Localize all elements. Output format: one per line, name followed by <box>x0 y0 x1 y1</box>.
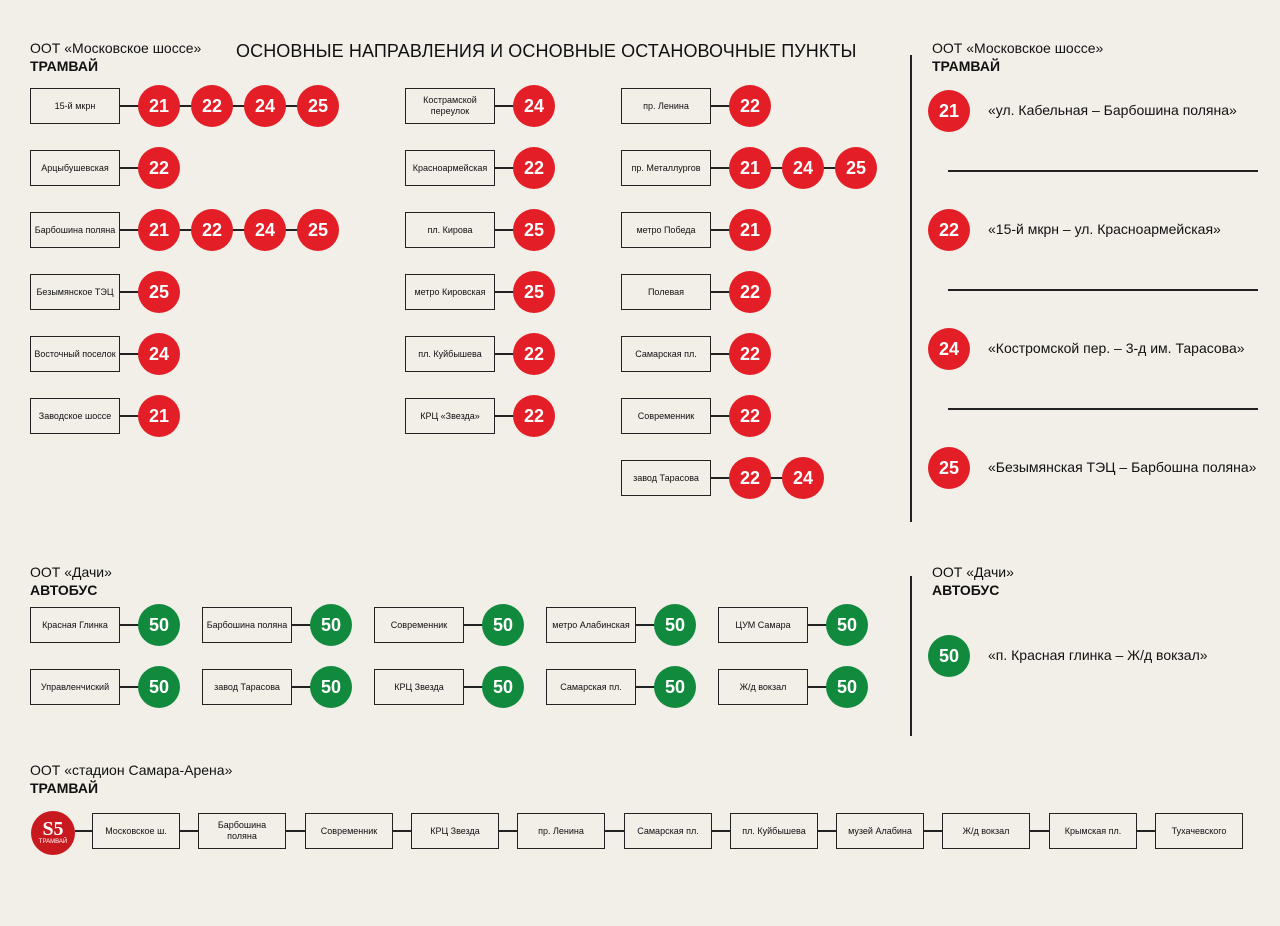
legend-route-badge: 22 <box>928 209 970 251</box>
bus-stop-box: Современник <box>374 607 464 643</box>
legend-route-desc: «Костромской пер. – 3-д им. Тарасова» <box>988 340 1245 356</box>
bus-route-badge[interactable]: 50 <box>654 604 696 646</box>
tram-route-badge[interactable]: 22 <box>729 457 771 499</box>
legend-separator <box>948 289 1258 291</box>
tram-route-badge[interactable]: 21 <box>138 85 180 127</box>
stop-box: Красноармейская <box>405 150 495 186</box>
tram-route-badge[interactable]: 24 <box>244 85 286 127</box>
stop-box: Арцыбушевская <box>30 150 120 186</box>
tram-route-badge[interactable]: 21 <box>138 395 180 437</box>
stop-box: Заводское шоссе <box>30 398 120 434</box>
tram-section-stop: ООТ «Московское шоссе» <box>30 40 202 56</box>
tram-route-badge[interactable]: 22 <box>729 271 771 313</box>
bus-route-badge[interactable]: 50 <box>654 666 696 708</box>
stop-box: 15-й мкрн <box>30 88 120 124</box>
legend-route-desc: «Безымянская ТЭЦ – Барбошна поляна» <box>988 459 1257 475</box>
tram-route-badge[interactable]: 22 <box>191 209 233 251</box>
bus-stop-box: Барбошина поляна <box>202 607 292 643</box>
stop-box: Барбошина поляна <box>30 212 120 248</box>
tram-route-badge[interactable]: 22 <box>513 395 555 437</box>
arena-stop-box: Московское ш. <box>92 813 180 849</box>
tram-route-badge[interactable]: 25 <box>138 271 180 313</box>
arena-stop-box: Современник <box>305 813 393 849</box>
arena-stop-box: Крымская пл. <box>1049 813 1137 849</box>
tram-route-badge[interactable]: 22 <box>138 147 180 189</box>
stop-box: пр. Металлургов <box>621 150 711 186</box>
bus-route-badge[interactable]: 50 <box>138 666 180 708</box>
tram-route-badge[interactable]: 24 <box>782 457 824 499</box>
legend-route-desc: «ул. Кабельная – Барбошина поляна» <box>988 102 1237 118</box>
route-connector <box>808 686 828 688</box>
main-title: ОСНОВНЫЕ НАПРАВЛЕНИЯ И ОСНОВНЫЕ ОСТАНОВОЧНЫЕ ПУНКТЫ <box>236 41 857 61</box>
stop-box: КРЦ «Звезда» <box>405 398 495 434</box>
route-connector <box>636 686 656 688</box>
stop-box: Безымянское ТЭЦ <box>30 274 120 310</box>
tram-route-badge[interactable]: 22 <box>729 333 771 375</box>
legend-separator <box>948 408 1258 410</box>
bus-route-badge[interactable]: 50 <box>482 604 524 646</box>
tram-route-badge[interactable]: 25 <box>297 209 339 251</box>
arena-stop-box: Барбошина поляна <box>198 813 286 849</box>
route-connector <box>636 624 656 626</box>
arena-stop-box: пр. Ленина <box>517 813 605 849</box>
stop-box: завод Тарасова <box>621 460 711 496</box>
tram-route-badge[interactable]: 22 <box>513 333 555 375</box>
divider-bottom <box>910 576 912 736</box>
tram-route-badge[interactable]: 24 <box>138 333 180 375</box>
legend-route-badge: 21 <box>928 90 970 132</box>
s5-tram-logo <box>31 811 75 855</box>
legend-route-badge: 50 <box>928 635 970 677</box>
s5-logo-text: ТРАМВАЙ <box>38 839 68 845</box>
tram-route-badge[interactable]: 24 <box>513 85 555 127</box>
legend-route-badge: 24 <box>928 328 970 370</box>
stop-box: пр. Ленина <box>621 88 711 124</box>
tram-route-badge[interactable]: 21 <box>729 209 771 251</box>
bus-stop-box: КРЦ Звезда <box>374 669 464 705</box>
tram-legend-mode: ТРАМВАЙ <box>932 58 1001 74</box>
arena-section-mode: ТРАМВАЙ <box>30 780 99 796</box>
bus-stop-box: Ж/д вокзал <box>718 669 808 705</box>
bus-stop-box: Самарская пл. <box>546 669 636 705</box>
legend-route-desc: «п. Красная глинка – Ж/д вокзал» <box>988 647 1208 663</box>
legend-route-badge: 25 <box>928 447 970 489</box>
stop-box: Полевая <box>621 274 711 310</box>
stop-box: Самарская пл. <box>621 336 711 372</box>
tram-route-badge[interactable]: 25 <box>513 271 555 313</box>
s5-logo-number: S5 <box>42 818 64 840</box>
bus-legend-stop: ООТ «Дачи» <box>932 564 1014 580</box>
tram-route-badge[interactable]: 25 <box>513 209 555 251</box>
stop-box: метро Кировская <box>405 274 495 310</box>
arena-stop-box: Ж/д вокзал <box>942 813 1030 849</box>
stop-box: пл. Куйбышева <box>405 336 495 372</box>
bus-stop-box: завод Тарасова <box>202 669 292 705</box>
tram-legend-stop: ООТ «Московское шоссе» <box>932 40 1104 56</box>
stop-box: Современник <box>621 398 711 434</box>
bus-stop-box: Управленчиский <box>30 669 120 705</box>
route-connector <box>120 686 140 688</box>
tram-route-badge[interactable]: 24 <box>244 209 286 251</box>
tram-route-badge[interactable]: 25 <box>297 85 339 127</box>
legend-route-desc: «15-й мкрн – ул. Красноармейская» <box>988 221 1221 237</box>
tram-route-badge[interactable]: 22 <box>191 85 233 127</box>
bus-route-badge[interactable]: 50 <box>482 666 524 708</box>
stop-box: пл. Кирова <box>405 212 495 248</box>
arena-stop-box: музей Алабина <box>836 813 924 849</box>
bus-route-badge[interactable]: 50 <box>138 604 180 646</box>
bus-stop-box: ЦУМ Самара <box>718 607 808 643</box>
tram-route-badge[interactable]: 21 <box>729 147 771 189</box>
tram-route-badge[interactable]: 22 <box>729 395 771 437</box>
arena-stop-box: КРЦ Звезда <box>411 813 499 849</box>
tram-route-badge[interactable]: 24 <box>782 147 824 189</box>
arena-section-stop: ООТ «стадион Самара-Арена» <box>30 762 233 778</box>
bus-section-stop: ООТ «Дачи» <box>30 564 112 580</box>
stop-box: Кострамской переулок <box>405 88 495 124</box>
tram-route-badge[interactable]: 25 <box>835 147 877 189</box>
bus-route-badge[interactable]: 50 <box>310 604 352 646</box>
arena-stop-box: Самарская пл. <box>624 813 712 849</box>
route-connector <box>808 624 828 626</box>
stop-box: метро Победа <box>621 212 711 248</box>
bus-section-mode: АВТОБУС <box>30 582 98 598</box>
route-connector <box>464 624 484 626</box>
bus-route-badge[interactable]: 50 <box>310 666 352 708</box>
bus-stop-box: Красная Глинка <box>30 607 120 643</box>
bus-legend-mode: АВТОБУС <box>932 582 1000 598</box>
arena-stop-box: Тухачевского <box>1155 813 1243 849</box>
legend-separator <box>948 170 1258 172</box>
stop-box: Восточный поселок <box>30 336 120 372</box>
divider-top <box>910 55 912 522</box>
tram-route-badge[interactable]: 22 <box>729 85 771 127</box>
route-connector <box>120 624 140 626</box>
route-connector <box>292 624 312 626</box>
tram-route-badge[interactable]: 21 <box>138 209 180 251</box>
bus-route-badge[interactable]: 50 <box>826 604 868 646</box>
tram-route-badge[interactable]: 22 <box>513 147 555 189</box>
arena-stop-box: пл. Куйбышева <box>730 813 818 849</box>
bus-stop-box: метро Алабинская <box>546 607 636 643</box>
tram-section-mode: ТРАМВАЙ <box>30 58 99 74</box>
bus-route-badge[interactable]: 50 <box>826 666 868 708</box>
route-connector <box>464 686 484 688</box>
route-connector <box>292 686 312 688</box>
